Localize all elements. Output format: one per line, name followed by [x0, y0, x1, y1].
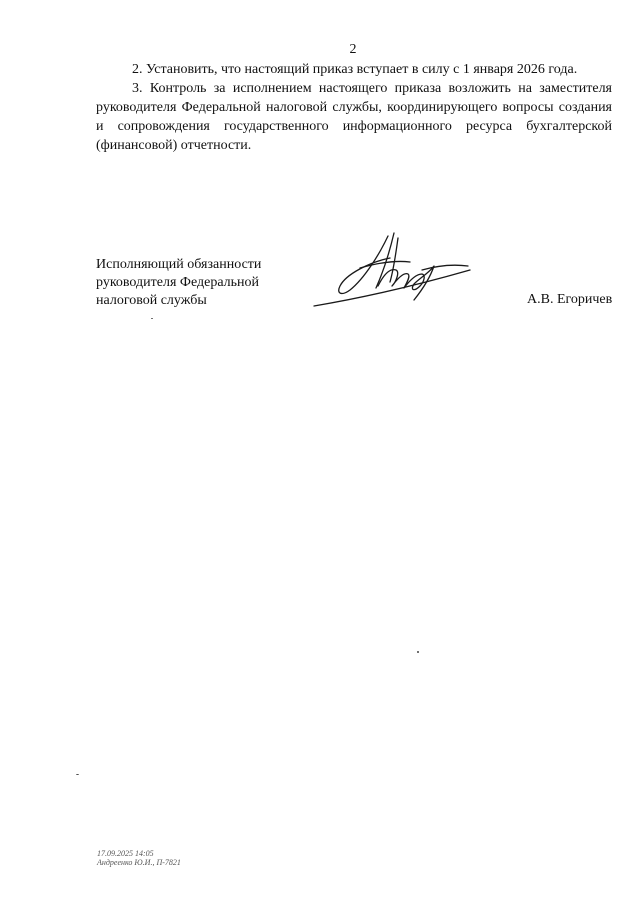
scan-speck	[151, 318, 153, 319]
signer-position-line: Исполняющий обязанности	[96, 257, 262, 272]
scan-speck	[76, 774, 79, 775]
paragraph-3: 3. Контроль за исполнением настоящего приказа возложить на заместителя руководителя Федеральной налоговой службы, координирующего вопросы создания и сопровождения государственного информационного ресурса бухгалтерской (финансовой) отчетности.	[96, 81, 612, 153]
handwritten-signature	[310, 228, 480, 313]
signer-position-line: налоговой службы	[96, 293, 207, 308]
document-footer	[97, 849, 181, 867]
footer-executor: Андреенко Ю.И., П-7821	[97, 858, 181, 867]
scan-speck	[417, 651, 419, 653]
signer-name: А.В. Егоричев	[527, 292, 613, 307]
document-body	[96, 60, 612, 155]
signer-position	[96, 256, 261, 310]
page-number: 2	[349, 42, 357, 57]
paragraph-2: 2. Установить, что настоящий приказ вступает в силу с 1 января 2026 года.	[132, 62, 578, 77]
footer-timestamp: 17.09.2025 14:05	[97, 849, 154, 858]
signer-position-line: руководителя Федеральной	[96, 275, 260, 290]
